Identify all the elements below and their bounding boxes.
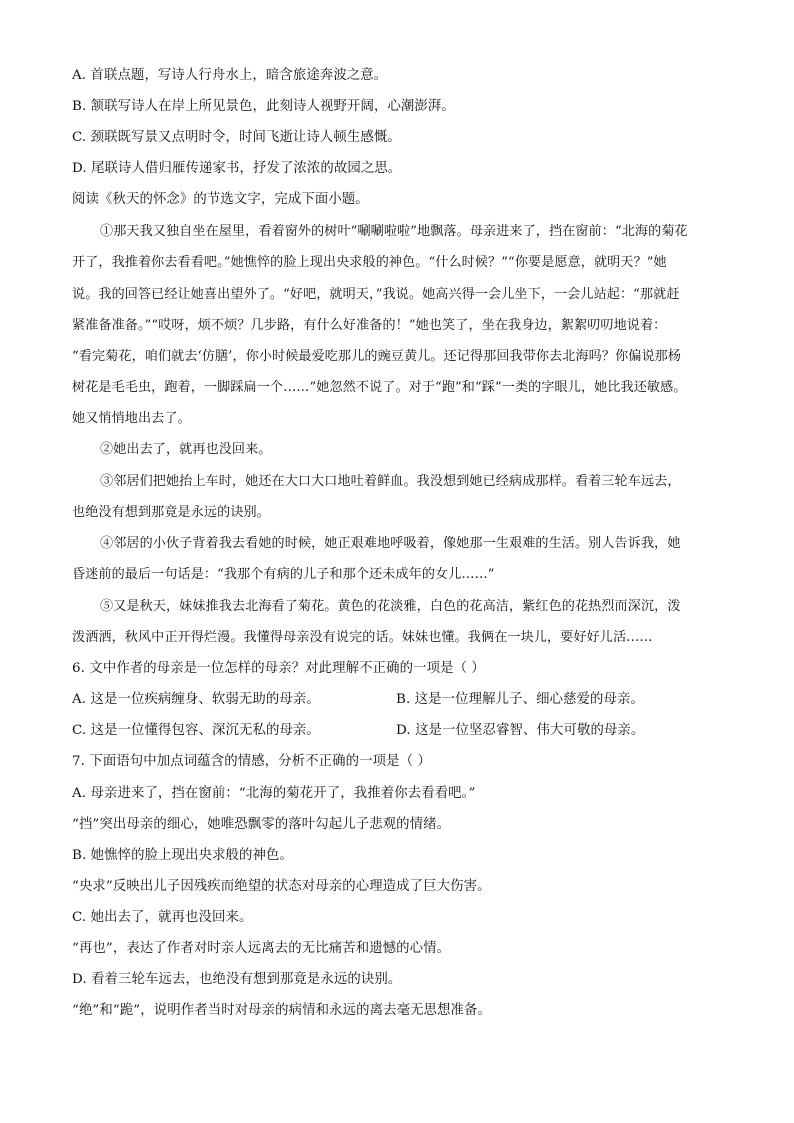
prev-option-c: C. 颈联既写景又点明时令，时间飞逝让诗人顿生感慨。 — [72, 130, 401, 145]
prev-option-b: B. 颔联写诗人在岸上所见景色，此刻诗人视野开阔，心潮澎湃。 — [72, 99, 455, 114]
passage-line: ⑤又是秋天，妹妹推我去北海看了菊花。黄色的花淡雅，白色的花高洁，紫红色的花热烈而深沉，泼 — [100, 599, 681, 614]
passage-line: ③邻居们把她抬上车时，她还在大口大口地吐着鲜血。我没想到她已经病成那样。看着三轮车远去， — [100, 474, 681, 489]
prev-option-d: D. 尾联诗人借归雁传递家书，抒发了浓浓的故园之思。 — [72, 161, 402, 176]
passage-line: 昏迷前的最后一句话是：“我那个有病的儿子和那个还未成年的女儿……” — [72, 567, 495, 582]
passage-line: 泼洒洒，秋风中正开得烂漫。我懂得母亲没有说完的话。妹妹也懂。我俩在一块儿，要好好儿活…… — [72, 630, 653, 645]
question-7-option-b: B. 她憔悴的脸上现出央求般的神色。 — [72, 848, 294, 863]
question-7-analysis-a: “挡”突出母亲的细心，她唯恐飘零的落叶勾起儿子悲观的情绪。 — [72, 817, 451, 832]
question-7-analysis-c: “再也”，表达了作者对时亲人远离去的无比痛苦和遗憾的心情。 — [72, 941, 451, 956]
reading-instruction: 阅读《秋天的怀念》的节选文字，完成下面小题。 — [72, 192, 369, 207]
passage-line: ④邻居的小伙子背着我去看她的时候，她正艰难地呼吸着，像她那一生艰难的生活。别人告诉我，她 — [100, 536, 681, 551]
question-6-stem: 6. 文中作者的母亲是一位怎样的母亲？对此理解不正确的一项是（ ） — [72, 661, 485, 676]
question-6-option-c: C. 这是一位懂得包容、深沉无私的母亲。 — [72, 723, 320, 738]
prev-option-a: A. 首联点题，写诗人行舟水上，暗含旅途奔波之意。 — [72, 68, 388, 83]
question-7-analysis-d: “绝”和“跪”，说明作者当时对母亲的病情和永远的离去毫无思想准备。 — [72, 1003, 492, 1018]
question-6-option-a: A. 这是一位疾病缠身、软弱无助的母亲。 — [72, 692, 320, 707]
passage-line: “看完菊花，咱们就去‘仿膳’，你小时候最爱吃那儿的豌豆黄儿。还记得那回我带你去北海吗？你偏说那杨 — [72, 349, 682, 364]
passage-line: 她又悄悄地出去了。 — [72, 411, 191, 426]
passage-line: 紧准备准备。”“哎呀，烦不烦？几步路，有什么好准备的！”她也笑了，坐在我身边，絮絮叨叨地说着： — [72, 318, 667, 333]
question-7-option-c: C. 她出去了，就再也没回来。 — [72, 910, 253, 925]
question-7-option-a: A. 母亲进来了，挡在窗前：“北海的菊花开了，我推着你去看看吧。” — [72, 786, 476, 801]
passage-line: 也绝没有想到那竟是永远的诀别。 — [72, 505, 270, 520]
passage-line: 开了，我推着你去看看吧。”她憔悴的脸上现出央求般的神色。“什么时候？”“你要是愿意，就明天？”她 — [72, 255, 667, 270]
passage-line: ②她出去了，就再也没回来。 — [100, 442, 272, 457]
question-6-option-b: B. 这是一位理解儿子、细心慈爱的母亲。 — [396, 692, 644, 707]
question-7-option-d: D. 看着三轮车远去，也绝没有想到那竟是永远的诀别。 — [72, 972, 402, 987]
passage-line: ①那天我又独自坐在屋里，看着窗外的树叶“唰唰啦啦”地飘落。母亲进来了，挡在窗前：“北海的菊花 — [100, 224, 688, 239]
passage-line: 树花是毛毛虫，跑着，一脚踩扁一个……”她忽然不说了。对于“跑”和“踩”一类的字眼儿，她比我还敏感。 — [72, 380, 687, 395]
question-6-option-d: D. 这是一位坚忍睿智、伟大可敬的母亲。 — [396, 723, 645, 738]
question-7-analysis-b: “央求”反映出儿子因残疾而绝望的状态对母亲的心理造成了巨大伤害。 — [72, 879, 491, 894]
question-7-stem: 7. 下面语句中加点词蕴含的情感，分析不正确的一项是（ ） — [72, 754, 431, 769]
passage-line: 说。我的回答已经让她喜出望外了。“好吧，就明天，”我说。她高兴得一会儿坐下，一会儿站起：“那就赶 — [72, 287, 680, 302]
